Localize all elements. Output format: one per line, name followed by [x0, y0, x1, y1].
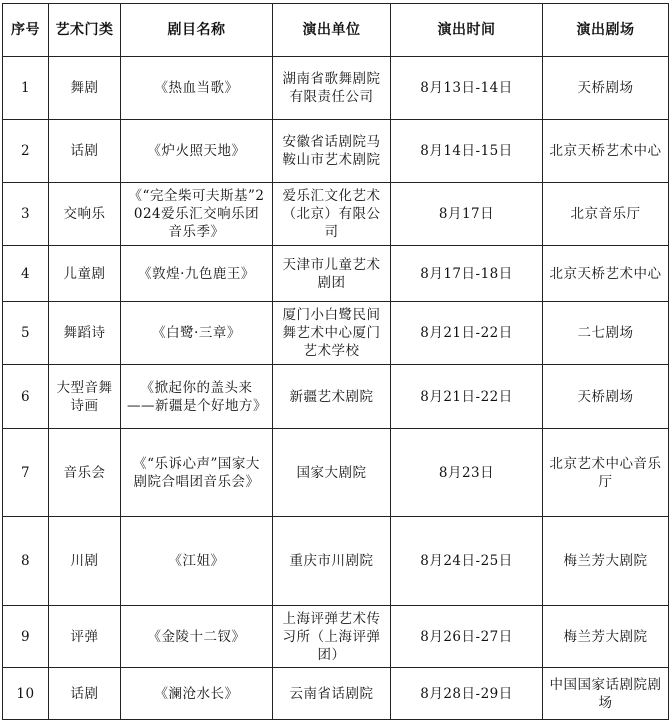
cell-time: 8月13日-14日	[391, 57, 543, 120]
cell-unit: 国家大剧院	[273, 429, 391, 517]
cell-time: 8月23日	[391, 429, 543, 517]
cell-seq: 4	[3, 246, 49, 302]
cell-venue: 二七剧场	[543, 302, 669, 365]
header-venue: 演出剧场	[543, 4, 669, 57]
cell-title: 《白鹭·三章》	[121, 302, 273, 365]
cell-title: 《江姐》	[121, 517, 273, 606]
cell-title: 《敦煌·九色鹿王》	[121, 246, 273, 302]
cell-venue: 北京天桥艺术中心	[543, 246, 669, 302]
cell-unit: 新疆艺术剧院	[273, 365, 391, 429]
cell-seq: 9	[3, 606, 49, 668]
cell-unit: 湖南省歌舞剧院有限责任公司	[273, 57, 391, 120]
cell-title: 《“完全柴可夫斯基”2024爱乐汇交响乐团音乐季》	[121, 183, 273, 246]
table-row	[3, 120, 669, 183]
table-row	[3, 183, 669, 246]
table-row	[3, 668, 669, 720]
cell-unit: 安徽省话剧院马鞍山市艺术剧院	[273, 120, 391, 183]
cell-category: 音乐会	[49, 429, 121, 517]
cell-unit: 上海评弹艺术传习所（上海评弹团）	[273, 606, 391, 668]
cell-title: 《澜沧水长》	[121, 668, 273, 720]
table-row	[3, 302, 669, 365]
cell-seq: 3	[3, 183, 49, 246]
cell-venue: 北京天桥艺术中心	[543, 120, 669, 183]
cell-venue: 天桥剧场	[543, 57, 669, 120]
cell-unit: 云南省话剧院	[273, 668, 391, 720]
cell-time: 8月17日	[391, 183, 543, 246]
cell-seq: 8	[3, 517, 49, 606]
cell-time: 8月28日-29日	[391, 668, 543, 720]
table-row	[3, 246, 669, 302]
cell-venue: 北京艺术中心音乐厅	[543, 429, 669, 517]
cell-category: 话剧	[49, 668, 121, 720]
cell-seq: 10	[3, 668, 49, 720]
cell-seq: 1	[3, 57, 49, 120]
cell-category: 川剧	[49, 517, 121, 606]
cell-title: 《热血当歌》	[121, 57, 273, 120]
cell-venue: 天桥剧场	[543, 365, 669, 429]
cell-venue: 北京音乐厅	[543, 183, 669, 246]
cell-seq: 5	[3, 302, 49, 365]
header-time: 演出时间	[391, 4, 543, 57]
table-row	[3, 517, 669, 606]
cell-category: 交响乐	[49, 183, 121, 246]
cell-time: 8月21日-22日	[391, 302, 543, 365]
cell-category: 舞蹈诗	[49, 302, 121, 365]
cell-venue: 梅兰芳大剧院	[543, 517, 669, 606]
cell-category: 话剧	[49, 120, 121, 183]
header-seq: 序号	[3, 4, 49, 57]
cell-category: 舞剧	[49, 57, 121, 120]
cell-title: 《掀起你的盖头来——新疆是个好地方》	[121, 365, 273, 429]
cell-title: 《金陵十二钗》	[121, 606, 273, 668]
cell-seq: 7	[3, 429, 49, 517]
cell-unit: 重庆市川剧院	[273, 517, 391, 606]
cell-time: 8月26日-27日	[391, 606, 543, 668]
cell-time: 8月14日-15日	[391, 120, 543, 183]
table-row	[3, 429, 669, 517]
table-row	[3, 365, 669, 429]
header-row	[3, 4, 669, 57]
cell-category: 大型音舞诗画	[49, 365, 121, 429]
cell-time: 8月24日-25日	[391, 517, 543, 606]
cell-venue: 中国国家话剧院剧场	[543, 668, 669, 720]
cell-time: 8月21日-22日	[391, 365, 543, 429]
cell-title: 《炉火照天地》	[121, 120, 273, 183]
cell-venue: 梅兰芳大剧院	[543, 606, 669, 668]
cell-title: 《“乐诉心声”国家大剧院合唱团音乐会》	[121, 429, 273, 517]
cell-seq: 6	[3, 365, 49, 429]
cell-time: 8月17日-18日	[391, 246, 543, 302]
performance-table	[2, 3, 669, 720]
header-category: 艺术门类	[49, 4, 121, 57]
cell-unit: 厦门小白鹭民间舞艺术中心厦门艺术学校	[273, 302, 391, 365]
table-row	[3, 57, 669, 120]
table-row	[3, 606, 669, 668]
cell-category: 儿童剧	[49, 246, 121, 302]
cell-category: 评弹	[49, 606, 121, 668]
cell-unit: 爱乐汇文化艺术（北京）有限公司	[273, 183, 391, 246]
cell-seq: 2	[3, 120, 49, 183]
header-title: 剧目名称	[121, 4, 273, 57]
header-unit: 演出单位	[273, 4, 391, 57]
cell-unit: 天津市儿童艺术剧团	[273, 246, 391, 302]
